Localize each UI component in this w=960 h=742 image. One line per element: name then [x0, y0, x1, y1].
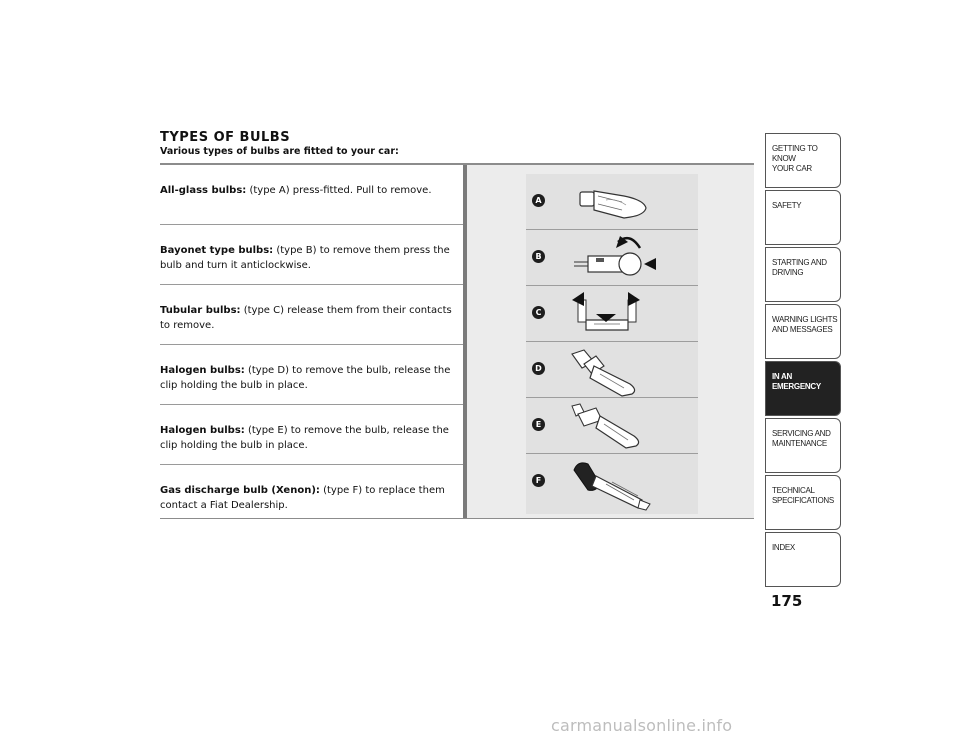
badge-a: A: [532, 194, 545, 207]
tab-warning-lights-and-messages[interactable]: [765, 304, 841, 359]
illustration-b: [526, 230, 698, 286]
bulb-label: Halogen bulbs:: [160, 365, 245, 376]
halogen-bulb-d-icon: [566, 346, 686, 398]
section-intro: Various types of bulbs are fitted to your car:: [160, 146, 399, 157]
tab-in-an-emergency[interactable]: [765, 361, 841, 416]
tab-label-line2: AND MESSAGES: [772, 325, 833, 334]
bulb-label: Tubular bulbs:: [160, 305, 241, 316]
halogen-bulb-e-icon: [566, 402, 686, 454]
bulb-row-d: [160, 345, 463, 405]
bulb-row-f: [160, 465, 463, 525]
illustration-e: [526, 398, 698, 454]
tab-starting-and-driving[interactable]: [765, 247, 841, 302]
badge-b: B: [532, 250, 545, 263]
page-number: 175: [771, 592, 803, 610]
tab-label-line1: STARTING AND: [772, 258, 827, 267]
bulb-label: Halogen bulbs:: [160, 425, 245, 436]
tab-label-line2: EMERGENCY: [772, 382, 821, 391]
bulb-row-c: [160, 285, 463, 345]
bulb-description: (type D) to remove the bulb, release the clip holding the bulb in place.: [160, 365, 451, 391]
illustration-f: [526, 454, 698, 510]
tab-label-line2: MAINTENANCE: [772, 439, 827, 448]
badge-d: D: [532, 362, 545, 375]
bulb-description: (type C) release them from their contacts to remove.: [160, 305, 452, 331]
bayonet-bulb-icon: [566, 234, 686, 284]
illustration-a: [526, 174, 698, 230]
badge-f: F: [532, 474, 545, 487]
section-title: TYPES OF BULBS: [160, 130, 291, 145]
tab-label-line1: SERVICING AND: [772, 429, 831, 438]
tab-label-line1: SAFETY: [772, 201, 802, 210]
xenon-bulb-icon: [566, 458, 686, 516]
bottom-rule: [160, 518, 754, 519]
bulb-description: (type F) to replace them contact a Fiat Dealership.: [160, 485, 445, 511]
badge-c: C: [532, 306, 545, 319]
tab-label-line1: GETTING TO KNOW: [772, 144, 818, 163]
all-glass-bulb-icon: [566, 178, 686, 226]
tab-servicing-and-maintenance[interactable]: [765, 418, 841, 473]
bulb-description: (type A) press-fitted. Pull to remove.: [246, 185, 432, 196]
bulb-row-a: [160, 165, 463, 225]
tab-label-line1: TECHNICAL: [772, 486, 815, 495]
tubular-bulb-icon: [566, 290, 686, 342]
tab-getting-to-know-your-car[interactable]: [765, 133, 841, 188]
tab-label-line1: INDEX: [772, 543, 795, 552]
bulb-illustrations: [526, 174, 698, 514]
watermark: carmanualsonline.info: [551, 716, 733, 735]
illustration-d: [526, 342, 698, 398]
tab-technical-specifications[interactable]: [765, 475, 841, 530]
bulb-label: Gas discharge bulb (Xenon):: [160, 485, 320, 496]
tab-index[interactable]: [765, 532, 841, 587]
bulb-text-list: [160, 165, 463, 525]
bulb-label: Bayonet type bulbs:: [160, 245, 274, 256]
tab-label-line2: SPECIFICATIONS: [772, 496, 834, 505]
tab-label-line2: DRIVING: [772, 268, 804, 277]
tab-safety[interactable]: [765, 190, 841, 245]
tab-label-line1: IN AN: [772, 372, 792, 381]
bulb-row-e: [160, 405, 463, 465]
tab-label-line1: WARNING LIGHTS: [772, 315, 838, 324]
bulb-description: (type B) to remove them press the bulb and turn it anticlockwise.: [160, 245, 450, 271]
illustration-c: [526, 286, 698, 342]
badge-e: E: [532, 418, 545, 431]
bulb-description: (type E) to remove the bulb, release the clip holding the bulb in place.: [160, 425, 449, 451]
chapter-tabs: [765, 133, 841, 589]
tab-label-line2: YOUR CAR: [772, 164, 812, 173]
bulb-row-b: [160, 225, 463, 285]
bulb-label: All-glass bulbs:: [160, 185, 247, 196]
